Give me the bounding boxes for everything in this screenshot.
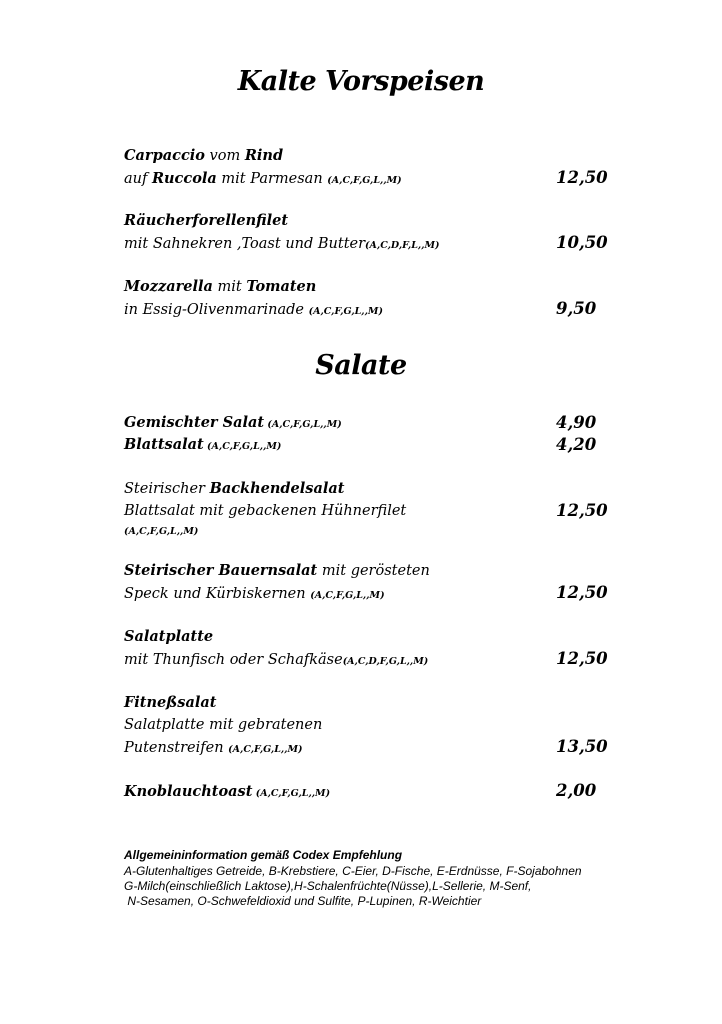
item-text: mit Thunfisch oder Schafkäse	[124, 652, 343, 668]
item-name: Blattsalat	[124, 436, 204, 453]
item-name: Backhendelsalat	[209, 480, 345, 497]
menu-item-backhendelsalat-line2	[124, 501, 406, 521]
item-name: Mozzarella	[124, 278, 213, 295]
item-name: Fitneßsalat	[124, 694, 217, 711]
menu-item-backhendelsalat-line3	[124, 520, 198, 542]
price: 4,20	[556, 435, 597, 454]
item-name: Rind	[244, 147, 284, 164]
item-name: Salatplatte	[124, 628, 214, 645]
menu-item-blattsalat	[124, 435, 281, 457]
allergen-codes: (A,C,D,F,L,,M)	[365, 240, 440, 251]
allergen-codes: (A,C,F,G,L,,M)	[124, 526, 199, 537]
item-text: in Essig-Olivenmarinade	[124, 302, 309, 318]
allergen-info-line: A-Glutenhaltiges Getreide, B-Krebstiere, C-Eier, D-Fische, E-Erdnüsse, F-Sojabohnen	[124, 864, 582, 878]
menu-item-mozzarella-line2	[124, 300, 383, 322]
price: 2,00	[556, 781, 597, 800]
price: 13,50	[556, 737, 608, 756]
allergen-codes: (A,C,F,G,L,,M)	[228, 744, 303, 755]
menu-item-fitnesssalat-line2	[124, 715, 322, 735]
item-name: Ruccola	[151, 170, 217, 187]
item-text: mit Sahnekren ,Toast und Butter	[124, 236, 366, 252]
allergen-codes: (A,C,F,G,L,,M)	[252, 788, 331, 799]
menu-item-bauernsalat-line2	[124, 584, 385, 606]
item-text: vom	[204, 148, 245, 164]
menu-item-knoblauchtoast	[124, 782, 330, 804]
item-text: Blattsalat mit gebackenen Hühnerfilet	[124, 503, 407, 519]
item-text: mit Parmesan	[216, 171, 328, 187]
item-name: Carpaccio	[124, 147, 205, 164]
allergen-info-line: G-Milch(einschließlich Laktose),H-Schalenfrüchte(Nüsse),L-Sellerie, M-Senf,	[124, 879, 532, 893]
price: 9,50	[556, 299, 597, 318]
price: 12,50	[556, 168, 608, 187]
item-name: Steirischer Bauernsalat	[124, 562, 318, 579]
section-heading-cold-starters: Kalte Vorspeisen	[237, 66, 485, 97]
allergen-codes: (A,C,F,G,L,,M)	[327, 175, 402, 186]
menu-item-forelle-line2	[124, 234, 440, 256]
item-name: Räucherforellenfilet	[124, 212, 289, 229]
menu-item-carpaccio-line2	[124, 169, 402, 191]
allergen-codes: (A,C,F,G,L,,M)	[264, 419, 342, 430]
menu-item-fitnesssalat-line3	[124, 738, 303, 760]
allergen-codes: (A,C,F,G,L,,M)	[308, 306, 383, 317]
allergen-info-line: N-Sesamen, O-Schwefeldioxid und Sulfite, P-Lupinen, R-Weichtier	[124, 894, 482, 908]
price: 12,50	[556, 501, 608, 520]
price: 12,50	[556, 649, 608, 668]
item-text: mit gerösteten	[317, 563, 430, 579]
item-name: Gemischter Salat	[124, 414, 265, 431]
menu-item-salatplatte-line1	[124, 627, 213, 647]
menu-item-mozzarella-line1	[124, 277, 316, 297]
item-text: auf	[124, 171, 152, 187]
menu-item-forelle-line1	[124, 211, 288, 231]
menu-item-carpaccio-line1	[124, 146, 283, 166]
menu-item-gemischter-salat	[124, 413, 342, 435]
price: 4,90	[556, 413, 597, 432]
section-heading-salads: Salate	[315, 350, 407, 381]
allergen-codes: (A,C,F,G,L,,M)	[203, 441, 282, 452]
menu-item-bauernsalat-line1	[124, 561, 430, 581]
item-text: Salatplatte mit gebratenen	[124, 717, 323, 733]
price: 12,50	[556, 583, 608, 602]
allergen-codes: (A,C,F,G,L,,M)	[310, 590, 385, 601]
item-name: Knoblauchtoast	[124, 783, 253, 800]
item-text: Putenstreifen	[124, 740, 229, 756]
item-text: Steirischer	[124, 481, 210, 497]
menu-item-fitnesssalat-line1	[124, 693, 216, 713]
menu-item-backhendelsalat-line1	[124, 479, 344, 499]
allergen-info-title: Allgemeininformation gemäß Codex Empfehlung	[124, 848, 403, 862]
item-text: mit	[212, 279, 247, 295]
price: 10,50	[556, 233, 608, 252]
item-text: Speck und Kürbiskernen	[124, 586, 311, 602]
item-name: Tomaten	[246, 278, 317, 295]
menu-item-salatplatte-line2	[124, 650, 428, 672]
allergen-codes: (A,C,D,F,G,L,,M)	[342, 656, 429, 667]
